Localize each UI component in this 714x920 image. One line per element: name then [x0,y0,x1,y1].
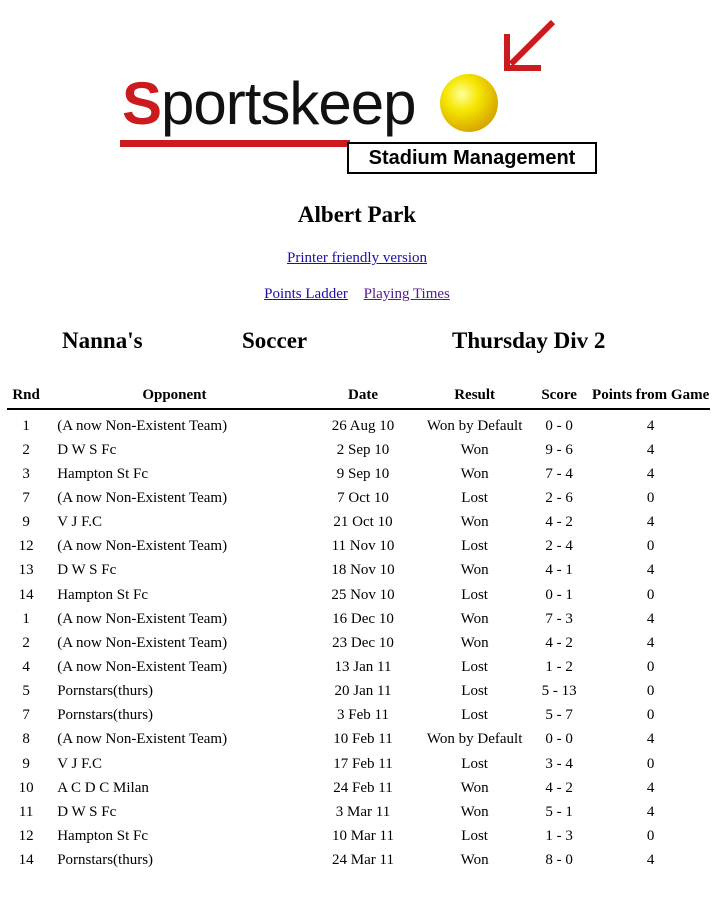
date-cell: 24 Mar 11 [332,852,394,869]
date-cell: 24 Feb 11 [333,779,393,796]
date-cell: 25 Nov 10 [331,586,395,603]
result-cell: Lost [461,489,488,506]
ball-icon [440,74,498,132]
opponent-cell: Pornstars(thurs) [57,852,154,869]
printer-link-row [0,250,714,267]
points-cell: 0 [646,538,655,555]
opponent-cell: (A now Non-Existent Team) [57,634,228,651]
points-ladder-link[interactable]: Points Ladder [264,286,348,302]
points-cell: 4 [646,465,655,482]
opponent-cell: Hampton St Fc [57,827,149,844]
result-cell: Lost [461,707,488,724]
date-cell: 13 Jan 11 [334,658,392,675]
result-cell: Won [460,610,489,627]
result-cell: Lost [461,538,488,555]
rnd-cell: 9 [22,514,30,531]
table-row [7,511,710,535]
date-cell: 3 Feb 11 [337,707,389,724]
opponent-cell: Hampton St Fc [57,586,149,603]
score-cell: 7 - 3 [545,610,573,627]
logo-underline [120,140,350,147]
rnd-cell: 7 [22,707,30,724]
points-cell: 4 [646,562,655,579]
date-cell: 20 Jan 11 [334,683,392,700]
table-row [7,559,710,583]
table-row [7,486,710,510]
date-cell: 26 Aug 10 [331,417,395,434]
score-cell: 1 - 3 [545,827,573,844]
points-cell: 4 [646,634,655,651]
points-cell: 4 [646,731,655,748]
table-row [7,655,710,679]
logo-brand-initial: S [122,70,162,137]
table-row [7,409,710,438]
result-cell: Won by Default [426,417,523,434]
logo-brand-rest: portskeep [161,70,416,137]
opponent-cell: V J F.C [57,755,102,772]
score-cell: 4 - 2 [545,779,573,796]
table-row [7,776,710,800]
score-cell: 0 - 0 [545,417,573,434]
score-cell: 5 - 13 [541,683,577,700]
opponent-cell: D W S Fc [57,803,117,820]
printer-friendly-link[interactable]: Printer friendly version [287,250,427,266]
team-name: Nanna's [62,328,143,353]
score-cell: 4 - 2 [545,634,573,651]
score-cell: 8 - 0 [545,852,573,869]
table-row [7,680,710,704]
result-cell: Won by Default [426,731,523,748]
score-cell: 1 - 2 [545,658,573,675]
score-cell: 0 - 0 [545,731,573,748]
points-cell: 4 [646,514,655,531]
result-cell: Won [460,634,489,651]
opponent-cell: (A now Non-Existent Team) [57,610,228,627]
rnd-cell: 12 [18,827,34,844]
score-cell: 7 - 4 [545,465,573,482]
points-cell: 0 [646,489,655,506]
result-cell: Won [460,465,489,482]
rnd-cell: 14 [18,852,34,869]
rnd-cell: 1 [22,610,30,627]
logo-subtitle: Stadium Management [368,147,576,169]
opponent-cell: (A now Non-Existent Team) [57,731,228,748]
score-cell: 2 - 4 [545,538,573,555]
header-result: Result [454,386,496,403]
score-cell: 5 - 1 [545,803,573,820]
header-opponent: Opponent [142,386,207,403]
result-cell: Won [460,514,489,531]
date-cell: 9 Sep 10 [336,465,390,482]
score-cell: 4 - 1 [545,562,573,579]
score-cell: 2 - 6 [545,489,573,506]
table-row [7,849,710,873]
opponent-cell: Pornstars(thurs) [57,683,154,700]
rnd-cell: 8 [22,731,30,748]
points-cell: 4 [646,852,655,869]
date-cell: 11 Nov 10 [331,538,395,555]
rnd-cell: 7 [22,489,30,506]
score-cell: 5 - 7 [545,707,573,724]
table-row [7,752,710,776]
table-row [7,824,710,848]
date-cell: 7 Oct 10 [337,489,389,506]
result-cell: Lost [461,827,488,844]
points-cell: 0 [646,755,655,772]
result-cell: Lost [461,658,488,675]
rnd-cell: 12 [18,538,34,555]
date-cell: 10 Mar 11 [332,827,394,844]
date-cell: 2 Sep 10 [336,441,390,458]
rnd-cell: 14 [18,586,34,603]
date-cell: 23 Dec 10 [332,634,394,651]
score-cell: 4 - 2 [545,514,573,531]
arrow-icon [507,22,553,68]
table-row [7,462,710,486]
playing-times-link[interactable]: Playing Times [363,286,450,302]
header-score: Score [541,386,577,403]
opponent-cell: D W S Fc [57,562,117,579]
logo-subtitle-box [347,142,597,174]
result-cell: Won [460,852,489,869]
table-row [7,438,710,462]
header-date: Date [348,386,378,403]
table-row [7,535,710,559]
result-cell: Won [460,562,489,579]
score-cell: 9 - 6 [545,441,573,458]
fixtures-body [7,409,710,873]
result-cell: Lost [461,586,488,603]
opponent-cell: (A now Non-Existent Team) [57,417,228,434]
result-cell: Won [460,803,489,820]
table-header-row [7,382,710,409]
rnd-cell: 10 [18,779,34,796]
date-cell: 10 Feb 11 [333,731,393,748]
logo-brand-text [122,70,416,137]
rnd-cell: 2 [22,634,30,651]
opponent-cell: (A now Non-Existent Team) [57,658,228,675]
opponent-cell: A C D C Milan [57,779,149,796]
rnd-cell: 13 [18,562,34,579]
date-cell: 18 Nov 10 [331,562,395,579]
date-cell: 3 Mar 11 [335,803,391,820]
sportskeep-logo [0,0,714,190]
date-cell: 21 Oct 10 [333,514,393,531]
table-row [7,607,710,631]
rnd-cell: 4 [22,658,30,675]
header-points: Points from Game [592,386,710,403]
opponent-cell: (A now Non-Existent Team) [57,489,228,506]
opponent-cell: V J F.C [57,514,102,531]
header-rnd: Rnd [12,386,40,403]
rnd-cell: 1 [22,417,30,434]
result-cell: Lost [461,683,488,700]
table-row [7,704,710,728]
rnd-cell: 2 [22,441,30,458]
rnd-cell: 11 [18,803,34,820]
opponent-cell: D W S Fc [57,441,117,458]
points-cell: 4 [646,441,655,458]
opponent-cell: Pornstars(thurs) [57,707,154,724]
rnd-cell: 9 [22,755,30,772]
table-row [7,583,710,607]
points-cell: 4 [646,417,655,434]
table-row [7,800,710,824]
opponent-cell: (A now Non-Existent Team) [57,538,228,555]
nav-links [0,286,714,303]
points-cell: 0 [646,683,655,700]
points-cell: 0 [646,827,655,844]
date-cell: 17 Feb 11 [333,755,393,772]
result-cell: Won [460,441,489,458]
result-cell: Won [460,779,489,796]
points-cell: 4 [646,779,655,796]
score-cell: 0 - 1 [545,586,573,603]
table-row [7,728,710,752]
rnd-cell: 3 [22,465,30,482]
rnd-cell: 5 [22,683,30,700]
division-name: Thursday Div 2 [452,328,606,353]
fixtures-table [7,382,710,873]
sport-name: Soccer [242,328,308,353]
venue-title: Albert Park [297,202,417,227]
points-cell: 0 [646,658,655,675]
score-cell: 3 - 4 [545,755,573,772]
points-cell: 4 [646,610,655,627]
date-cell: 16 Dec 10 [332,610,394,627]
opponent-cell: Hampton St Fc [57,465,149,482]
points-cell: 0 [646,707,655,724]
result-cell: Lost [461,755,488,772]
table-row [7,631,710,655]
points-cell: 4 [646,803,655,820]
points-cell: 0 [646,586,655,603]
